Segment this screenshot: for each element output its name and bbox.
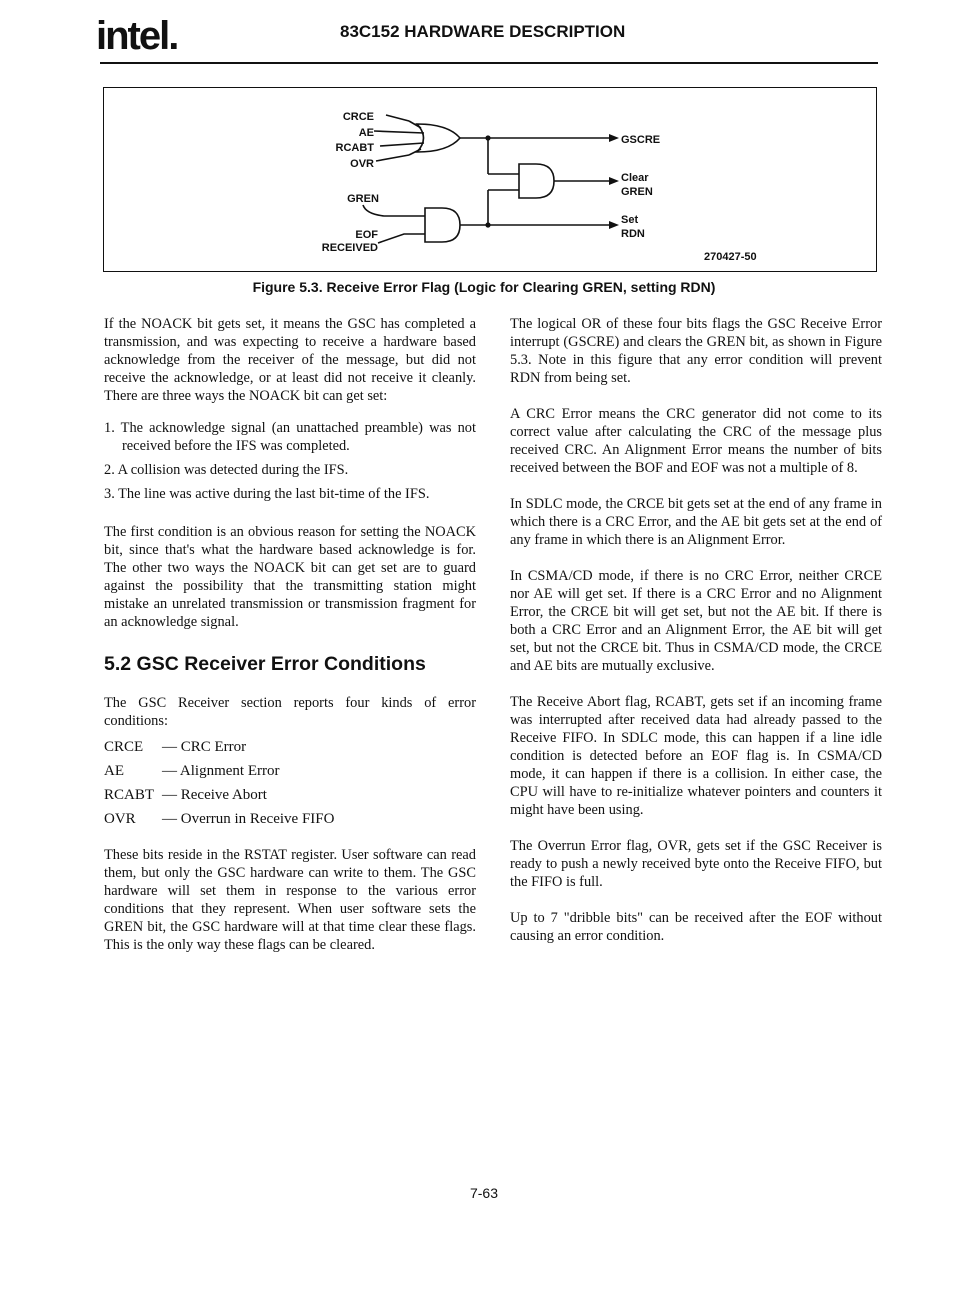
- definition-desc: — CRC Error: [162, 739, 247, 755]
- definition-row: [104, 786, 476, 804]
- or-gate: [417, 124, 460, 152]
- noack-reason-paragraph: The first condition is an obvious reason for setting the NOACK bit, since that's what the hardware based acknowledge is for. The other two ways the NOACK bit can get set are to guard against the possibility that the transmitting station might mistake an unrelated transmission or transmission fragment for an acknowledge signal.: [104, 524, 476, 630]
- error-kinds-paragraph: The GSC Receiver section reports four kinds of error conditions:: [104, 695, 476, 729]
- intel-logo: intel.: [96, 14, 178, 58]
- noack-intro-paragraph: If the NOACK bit gets set, it means the GSC has completed a transmission, and was expecting to receive a hardware based acknowledge from the receiver of the message, but did not receive the acknowledge, or at least did not receive it cleanly. There are three ways the NOACK bit can get set:: [104, 316, 476, 404]
- right-column: [510, 315, 882, 959]
- and-gate-lower: [425, 208, 460, 242]
- label-received: RECEIVED: [321, 242, 378, 254]
- figure-id: 270427-50: [704, 251, 757, 263]
- definition-term: AE: [104, 763, 124, 779]
- figure-5-3-box: [103, 87, 877, 272]
- list-item: 2. A collision was detected during the IFS.: [104, 462, 349, 478]
- list-item: 1. The acknowledge signal (an unattached preamble) was not received before the IFS was completed.: [104, 420, 476, 454]
- label-set: Set: [621, 214, 639, 226]
- label-ovr: OVR: [350, 158, 374, 170]
- crc-error-paragraph: A CRC Error means the CRC generator did not come to its correct value after calculating the CRC of the message plus received CRC. An Alignment Error means the number of bits received between the BOF and EOF was not a multiple of 8.: [510, 406, 882, 476]
- label-ae: AE: [358, 127, 374, 139]
- ovr-paragraph: The Overrun Error flag, OVR, gets set if the GSC Receiver is ready to push a newly received byte onto the Receive FIFO, but the FIFO is full.: [510, 838, 882, 890]
- definition-term: CRCE: [104, 739, 144, 755]
- label-clear: Clear: [621, 172, 649, 184]
- sdlc-paragraph: In SDLC mode, the CRCE bit gets set at the end of any frame in which there is a CRC Error, and the AE bit gets set at the end of any frame in which there is an Alignment Error.: [510, 496, 882, 548]
- and-gate-upper: [519, 164, 554, 198]
- dribble-bits-paragraph: Up to 7 "dribble bits" can be received after the EOF without causing an error condition.: [510, 910, 882, 944]
- label-eof: EOF: [355, 229, 378, 241]
- left-column: [104, 315, 476, 968]
- definition-desc: — Alignment Error: [162, 763, 280, 779]
- definition-row: [104, 810, 476, 828]
- definition-row: [104, 762, 476, 780]
- page-number: 7-63: [469, 1185, 499, 1201]
- logical-or-paragraph: The logical OR of these four bits flags the GSC Receive Error interrupt (GSCRE) and clears the GREN bit, as shown in Figure 5.3. Note in this figure that any error condition will prevent RDN from being set.: [510, 316, 882, 386]
- figure-caption: Figure 5.3. Receive Error Flag (Logic for Clearing GREN, setting RDN): [252, 279, 716, 295]
- header-rule: [100, 62, 878, 64]
- label-set-rdn: RDN: [621, 228, 645, 240]
- definition-term: RCABT: [104, 787, 155, 803]
- definition-desc: — Overrun in Receive FIFO: [162, 811, 335, 827]
- label-rcabt: RCABT: [335, 142, 374, 154]
- csma-cd-paragraph: In CSMA/CD mode, if there is no CRC Error, neither CRCE nor AE will get set. If there is a CRC Error and no Alignment Error, the CRCE bit will get set, but not the AE bit. If there is both a CRC Error and an Alignment Error, the AE bit will get set, but not the CRCE bit. Thus in CSMA/CD mode, the CRCE and AE bits are mutually exclusive.: [510, 568, 882, 674]
- page-header-title: 83C152 HARDWARE DESCRIPTION: [340, 22, 626, 41]
- definition-row: [104, 738, 476, 756]
- list-item: 3. The line was active during the last bit-time of the IFS.: [104, 486, 430, 502]
- rstat-paragraph: These bits reside in the RSTAT register. User software can read them, but only the GSC hardware can write to them. The GSC hardware will set them in response to the various error conditions that they represent. When user software sets the GREN bit, the GSC hardware will at that time clear these flags. This is the only way these flags can be cleared.: [104, 847, 476, 953]
- definition-term: OVR: [104, 811, 136, 827]
- rcabt-paragraph: The Receive Abort flag, RCABT, gets set if an incoming frame was interrupted after received data had already passed to the Receive FIFO. In SDLC mode, this can happen if a line idle condition is detected before an EOF flag is. In CSMA/CD mode, it can happen if there is a collision. In either case, the CPU will have to re-initialize whatever pointers and counters it might have been using.: [510, 694, 882, 818]
- definition-desc: — Receive Abort: [162, 787, 267, 803]
- section-heading: 5.2 GSC Receiver Error Conditions: [104, 653, 426, 675]
- label-gren: GREN: [347, 193, 379, 205]
- label-crce: CRCE: [342, 111, 374, 123]
- label-clear-gren: GREN: [621, 186, 653, 198]
- label-gscre: GSCRE: [621, 134, 661, 146]
- logic-diagram: [104, 88, 876, 271]
